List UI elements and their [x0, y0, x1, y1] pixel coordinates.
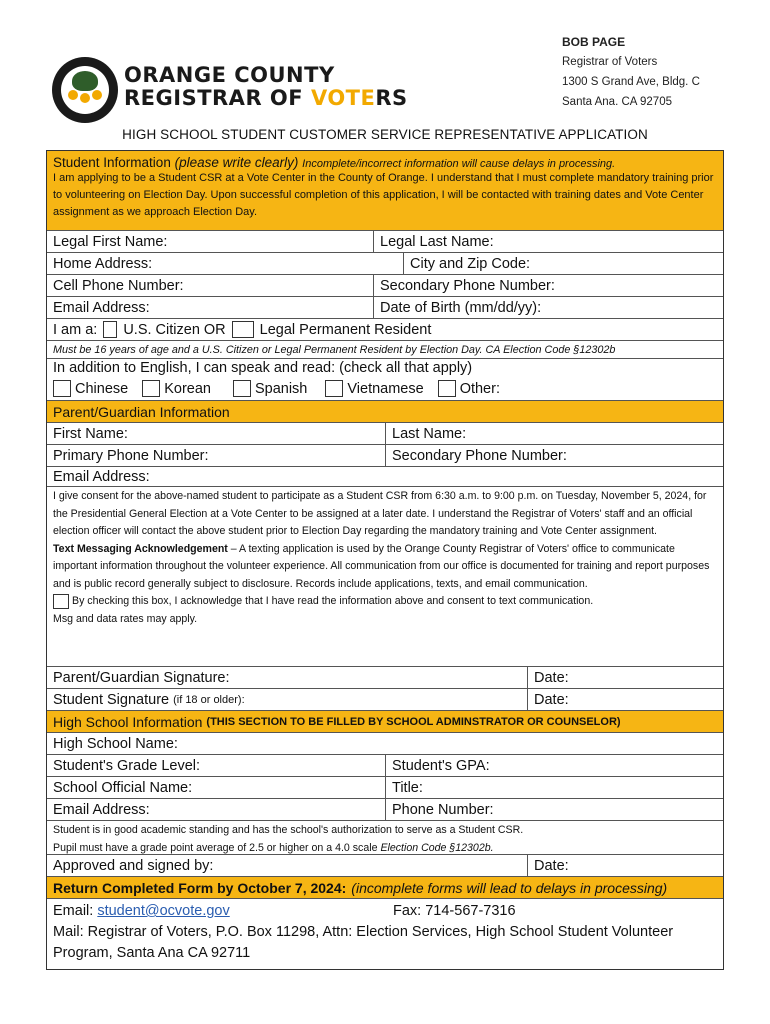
school-notes	[47, 821, 723, 855]
student-intro: I am applying to be a Student CSR at a Vote Center in the County of Orange. I understand that I must complete mandatory training prior to volunteering on Election Day. Upon successful completion of this application, I will be contacted with training dates and Vote Center assignment as we approach Election Day.	[53, 172, 714, 218]
return-email-link[interactable]: student@ocvote.gov	[97, 903, 230, 919]
parent-signature-field[interactable]: Parent/Guardian Signature:	[53, 669, 230, 686]
high-school-name-field[interactable]: High School Name:	[53, 735, 178, 752]
eligibility-note: Must be 16 years of age and a U.S. Citizen or Legal Permanent Resident by Election Day. CA Election Code §12302b	[53, 343, 616, 356]
legal-last-name-field[interactable]: Legal Last Name:	[373, 231, 723, 252]
return-header	[47, 877, 723, 898]
vietnamese-label: Vietnamese	[347, 380, 424, 397]
contact-title: Registrar of Voters	[562, 56, 658, 68]
sms-heading: Text Messaging Acknowledgement	[53, 542, 228, 555]
org-name-line2: REGISTRAR OF VOTERS	[124, 86, 408, 110]
chinese-checkbox[interactable]	[53, 380, 71, 397]
cell-phone-field[interactable]: Cell Phone Number:	[53, 277, 184, 294]
approved-signed-field[interactable]: Approved and signed by:	[53, 857, 214, 874]
parent-signature-date[interactable]: Date:	[527, 667, 723, 688]
return-heading: Return Completed Form by October 7, 2024:	[53, 879, 347, 896]
student-heading-note: (please write clearly)	[174, 155, 299, 170]
return-email-label: Email:	[53, 903, 94, 919]
student-section-header	[47, 151, 723, 231]
contact-name: BOB PAGE	[562, 35, 626, 49]
sms-text: – A texting application is used by the Orange County Registrar of Voters' office to communicate important information throughout the volunteer experience. All communication from our office is documented for training and report purposes and is public record generally subject to disclosure. Records include applications, texts, and email communication.	[53, 542, 710, 590]
student-signature-field[interactable]	[47, 689, 527, 710]
citizen-label: U.S. Citizen OR	[123, 321, 226, 338]
email-field[interactable]: Email Address:	[53, 299, 150, 316]
spanish-checkbox[interactable]	[233, 380, 251, 397]
return-info	[47, 899, 723, 969]
consent-block	[47, 487, 723, 667]
parent-email-field[interactable]: Email Address:	[53, 468, 150, 485]
org-name-line1: ORANGE COUNTY	[124, 63, 335, 87]
korean-label: Korean	[164, 380, 211, 397]
languages-row	[47, 359, 723, 401]
return-fax: Fax: 714-567-7316	[393, 903, 516, 919]
gpa-field[interactable]: Student's GPA:	[385, 755, 723, 776]
school-email-field[interactable]: Email Address:	[53, 801, 150, 818]
permanent-resident-checkbox[interactable]	[232, 321, 254, 338]
school-official-field[interactable]: School Official Name:	[53, 779, 193, 796]
student-heading-warn: Incomplete/incorrect information will cause delays in processing.	[302, 158, 616, 170]
home-address-field[interactable]: Home Address:	[53, 255, 153, 272]
gpa-election-code: Election Code §12302b.	[380, 841, 494, 854]
grade-level-field[interactable]: Student's Grade Level:	[53, 757, 201, 774]
other-language-checkbox[interactable]	[438, 380, 456, 397]
county-seal-icon	[52, 57, 118, 123]
school-heading: High School Information	[53, 713, 203, 730]
sms-rates: Msg and data rates may apply.	[53, 612, 198, 625]
official-title-field[interactable]: Title:	[385, 777, 723, 798]
approved-date-field[interactable]: Date:	[527, 855, 723, 876]
school-phone-field[interactable]: Phone Number:	[385, 799, 723, 820]
return-mail: Mail: Registrar of Voters, P.O. Box 11298, Attn: Election Services, High School Student Volunteer Program, Santa Ana CA 92711	[53, 924, 674, 961]
spanish-label: Spanish	[254, 380, 308, 397]
student-signature-date[interactable]: Date:	[527, 689, 723, 710]
parent-first-name-field[interactable]: First Name:	[53, 425, 128, 442]
student-heading: Student Information	[53, 155, 171, 170]
sms-consent-label: By checking this box, I acknowledge that I have read the information above and consent to text communication.	[72, 595, 594, 607]
parent-primary-phone-field[interactable]: Primary Phone Number:	[53, 447, 209, 464]
secondary-phone-field[interactable]: Secondary Phone Number:	[373, 275, 723, 296]
student-signature-label: Student Signature	[53, 691, 170, 708]
legal-first-name-field[interactable]: Legal First Name:	[53, 233, 168, 250]
status-row	[47, 319, 723, 340]
languages-label: In addition to English, I can speak and read: (check all that apply)	[53, 360, 473, 376]
sms-consent-checkbox[interactable]	[53, 594, 69, 609]
parent-secondary-phone-field[interactable]: Secondary Phone Number:	[385, 445, 723, 466]
permanent-resident-label: Legal Permanent Resident	[259, 321, 432, 338]
gpa-requirement: Pupil must have a grade point average of 2.5 or higher on a 4.0 scale	[53, 841, 378, 854]
dob-field[interactable]: Date of Birth (mm/dd/yy):	[373, 297, 723, 318]
i-am-a-label: I am a:	[53, 321, 98, 338]
other-language-label: Other:	[459, 380, 500, 397]
consent-text: I give consent for the above-named student to participate as a Student CSR from 6:30 a.m. to 9:00 p.m. on Tuesday, November 5, 2024, for the Presidential General Election at a Vote Center to be assigned at a later date. I understand the Registrar of Voters' staff and an official election officer will contact the above student prior to Election Day regarding the mandatory training and Vote Center assignment.	[53, 490, 707, 537]
form-title: HIGH SCHOOL STUDENT CUSTOMER SERVICE REPRESENTATIVE APPLICATION	[122, 127, 648, 142]
student-signature-note: (if 18 or older):	[173, 693, 245, 706]
application-form	[46, 150, 724, 970]
chinese-label: Chinese	[75, 380, 129, 397]
standing-note: Student is in good academic standing and has the school's authorization to serve as a Student CSR.	[53, 824, 524, 836]
contact-block	[562, 32, 700, 112]
vietnamese-checkbox[interactable]	[325, 380, 343, 397]
citizen-checkbox[interactable]	[103, 321, 117, 338]
return-heading-note: (incomplete forms will lead to delays in processing)	[351, 879, 668, 896]
school-section-header	[47, 711, 723, 732]
korean-checkbox[interactable]	[142, 380, 160, 397]
school-heading-note: (THIS SECTION TO BE FILLED BY SCHOOL ADMINSTRATOR OR COUNSELOR)	[206, 715, 621, 728]
contact-address2: Santa Ana. CA 92705	[562, 96, 672, 108]
city-zip-field[interactable]: City and Zip Code:	[403, 253, 723, 274]
letterhead	[0, 0, 770, 120]
contact-address1: 1300 S Grand Ave, Bldg. C	[562, 76, 700, 88]
parent-last-name-field[interactable]: Last Name:	[385, 423, 723, 444]
parent-heading: Parent/Guardian Information	[53, 403, 230, 420]
